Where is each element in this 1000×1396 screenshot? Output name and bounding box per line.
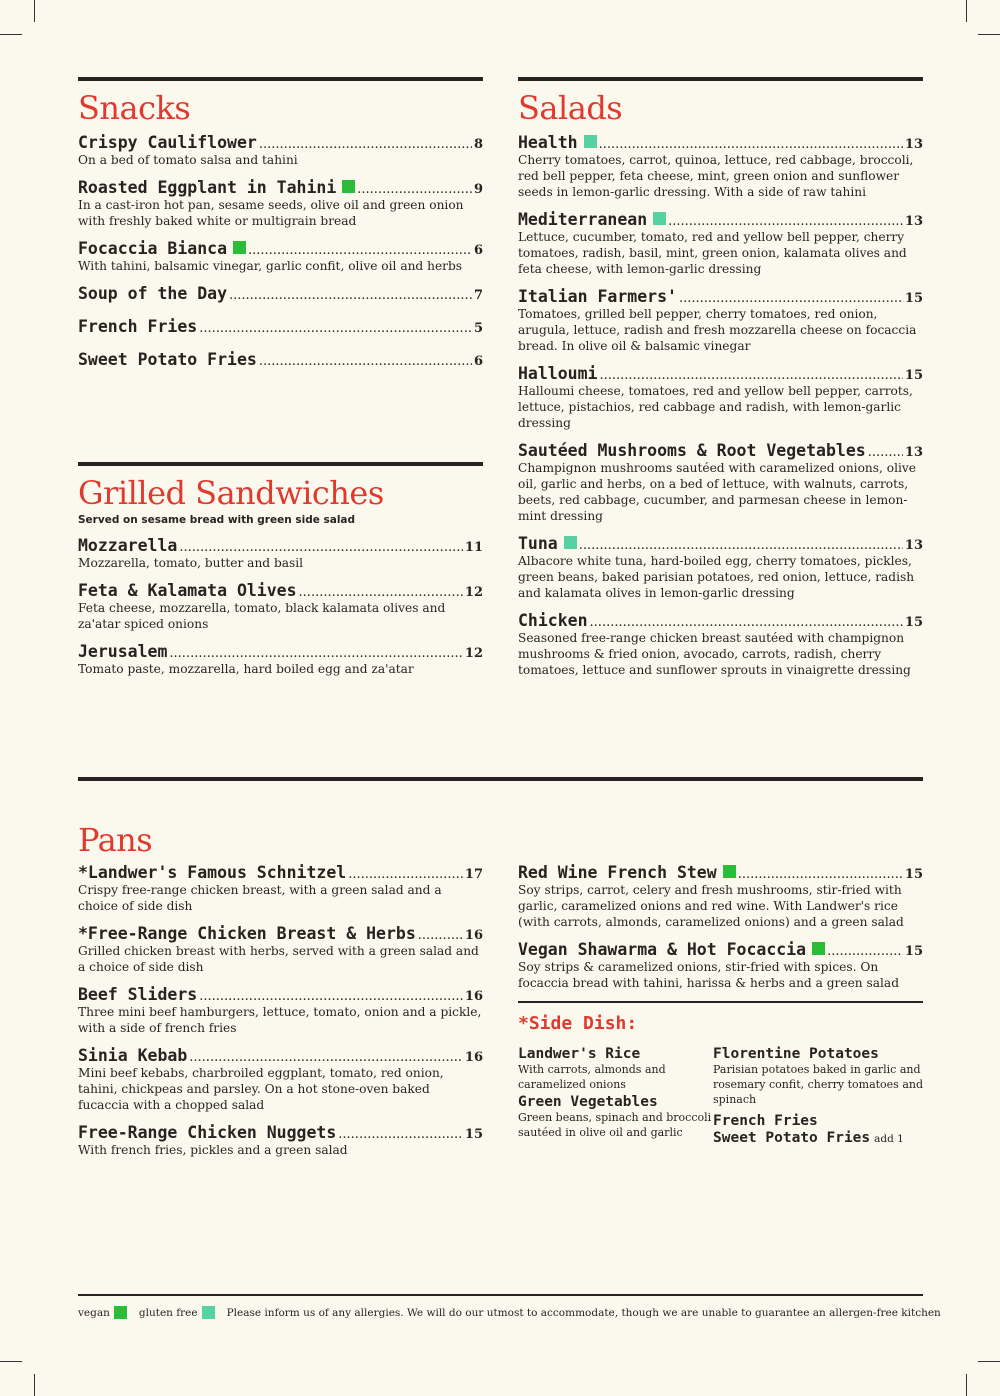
side-dish-item: [713, 1046, 923, 1107]
menu-item-description: Feta cheese, mozzarella, tomato, black kalamata olives and za'atar spiced onions: [78, 601, 446, 631]
crop-mark: [34, 0, 35, 22]
crop-mark: [978, 1361, 1000, 1362]
vegan-square-icon: [233, 241, 246, 254]
menu-item: [78, 317, 483, 336]
sandwiches-section: [78, 462, 483, 687]
menu-item-name: Halloumi: [518, 364, 598, 383]
section-title: Snacks: [78, 89, 191, 127]
menu-item-price: 15: [904, 944, 923, 959]
menu-item-header: [78, 239, 483, 258]
menu-item-description: Cherry tomatoes, carrot, quinoa, lettuce, red cabbage, broccoli, red bell pepper, feta cheese, mint, green onion and sunflower seeds in lemon-garlic dressing. With a side of raw tahini: [518, 153, 914, 199]
snacks-list: [78, 133, 483, 369]
menu-item-price: 15: [464, 1127, 483, 1142]
menu-item: [518, 133, 923, 200]
menu-item-description: Lettuce, cucumber, tomato, red and yellow bell pepper, cherry tomatoes, radish, basil, mint, green onion, kalamata olives and feta cheese, with lemon-garlic dressing: [518, 230, 907, 276]
side-dish-name: Florentine Potatoes: [713, 1046, 879, 1062]
menu-item-description: With french fries, pickles and a green salad: [78, 1143, 348, 1157]
side-dish-desc: Green beans, spinach and broccoli sautéed in olive oil and garlic: [518, 1111, 712, 1139]
crop-mark: [966, 1374, 967, 1396]
menu-item: [78, 863, 483, 914]
menu-item-name: *Landwer's Famous Schnitzel: [78, 863, 347, 882]
dot-leader: [590, 615, 903, 630]
menu-item-name: Red Wine French Stew: [518, 863, 717, 882]
dot-leader: [259, 354, 472, 369]
menu-item-description: Mini beef kebabs, charbroiled eggplant, tomato, red onion, tahini, chickpeas and parsley. On a hot stone-oven baked fucaccia with a chopped salad: [78, 1066, 444, 1112]
dot-leader: [599, 368, 902, 383]
dot-leader: [179, 540, 463, 555]
menu-item-name: Chicken: [518, 611, 588, 630]
menu-item-name: Italian Farmers': [518, 287, 677, 306]
crop-mark: [978, 34, 1000, 35]
menu-item-price: 16: [464, 928, 483, 943]
dot-leader: [738, 867, 903, 882]
side-dish-item: [518, 1046, 713, 1092]
menu-item-price: 15: [904, 867, 923, 882]
snacks-section: [78, 77, 483, 383]
menu-item-header: [78, 1123, 483, 1142]
menu-item-header: [78, 178, 483, 197]
dot-leader: [299, 585, 463, 600]
menu-item: [518, 534, 923, 601]
crop-mark: [34, 1374, 35, 1396]
vegan-legend-label: vegan: [78, 1306, 110, 1319]
menu-item-description: Tomatoes, grilled bell pepper, cherry tomatoes, red onion, arugula, lettuce, radish and fresh mozzarella cheese on focaccia bread. In olive oil & balsamic vinegar: [518, 307, 917, 353]
menu-item-header: [78, 133, 483, 152]
menu-item-name: Roasted Eggplant in Tahini: [78, 178, 337, 197]
menu-item-header: [78, 1046, 483, 1065]
menu-item-name: Sinia Kebab: [78, 1046, 188, 1065]
menu-item-header: [518, 863, 923, 882]
menu-item: [518, 364, 923, 431]
vegan-square-icon: [723, 865, 736, 878]
menu-item: [78, 642, 483, 677]
section-title: Grilled Sandwiches: [78, 474, 384, 512]
menu-item: [518, 611, 923, 678]
menu-item-description: Soy strips, carrot, celery and fresh mushrooms, stir-fried with garlic, caramelized onions and red wine. With Landwer's rice (with carrots, almonds, caramelized onions) and a green salad: [518, 883, 904, 929]
dot-leader: [199, 989, 463, 1004]
menu-item-price: 9: [473, 182, 483, 197]
salads-section: [518, 77, 923, 688]
menu-item-header: [518, 133, 923, 152]
side-dish-right: [713, 1046, 923, 1147]
menu-item-header: [78, 924, 483, 943]
menu-item: [518, 863, 923, 930]
menu-item-description: Champignon mushrooms sautéed with caramelized onions, olive oil, garlic and herbs, on a bed of lettuce, with walnuts, carrots, beets, red cabbage, cucumber, and parmesan cheese in lemon-mint dressing: [518, 461, 916, 523]
menu-item-header: [518, 287, 923, 306]
menu-item-description: Halloumi cheese, tomatoes, red and yellow bell pepper, carrots, lettuce, pistachios, red cabbage and radish, with lemon-garlic dressing: [518, 384, 913, 430]
pans-right-column: [518, 863, 923, 1147]
vegan-square-icon: [342, 180, 355, 193]
menu-item-name: Crispy Cauliflower: [78, 133, 257, 152]
section-rule: [78, 77, 483, 81]
dot-leader: [827, 944, 903, 959]
menu-item-price: 6: [473, 354, 483, 369]
footer-rule: [78, 1294, 923, 1296]
menu-item: [78, 536, 483, 571]
menu-item-price: 7: [473, 288, 483, 303]
menu-item-header: [78, 536, 483, 555]
menu-item-header: [518, 210, 923, 229]
side-dish-name: Sweet Potato Fries: [713, 1130, 871, 1146]
pans-left-list: [78, 863, 483, 1158]
menu-item-price: 6: [473, 243, 483, 258]
menu-item-name: Focaccia Bianca: [78, 239, 228, 258]
menu-item-name: Tuna: [518, 534, 558, 553]
section-rule: [518, 77, 923, 81]
side-dish-name: French Fries: [713, 1113, 818, 1129]
menu-item: [78, 924, 483, 975]
menu-item-name: Mozzarella: [78, 536, 178, 555]
footer-rule-wrap: [78, 1294, 923, 1296]
pans-section: [78, 777, 923, 865]
menu-item-price: 5: [473, 321, 483, 336]
crop-mark: [966, 0, 967, 22]
section-note: Served on sesame bread with green side salad: [78, 514, 356, 526]
dot-leader: [189, 1050, 463, 1065]
dot-leader: [679, 291, 903, 306]
section-title: Pans: [78, 821, 153, 859]
crop-mark: [0, 1361, 22, 1362]
menu-item-name: French Fries: [78, 317, 198, 336]
menu-item-header: [518, 611, 923, 630]
side-dish-name: Landwer's Rice: [518, 1046, 641, 1062]
menu-item-header: [78, 581, 483, 600]
menu-item-price: 13: [904, 445, 923, 460]
section-title: Salads: [518, 89, 623, 127]
side-dish-desc: With carrots, almonds and caramelized onions: [518, 1063, 666, 1091]
menu-item-header: [518, 441, 923, 460]
menu-item: [78, 133, 483, 168]
menu-item-description: With tahini, balsamic vinegar, garlic confit, olive oil and herbs: [78, 259, 463, 273]
menu-item: [78, 178, 483, 229]
section-rule: [78, 462, 483, 466]
side-dish-title: *Side Dish:: [518, 1013, 638, 1034]
menu-item-header: [518, 940, 923, 959]
menu-item-description: Tomato paste, mozzarella, hard boiled egg and za'atar: [78, 662, 414, 676]
sandwiches-list: [78, 536, 483, 677]
dot-leader: [348, 867, 463, 882]
menu-item-price: 12: [464, 585, 483, 600]
dot-leader: [259, 137, 472, 152]
pans-left-column: [78, 863, 483, 1168]
menu-item-price: 12: [464, 646, 483, 661]
dot-leader: [418, 928, 463, 943]
menu-item-description: Albacore white tuna, hard-boiled egg, cherry tomatoes, pickles, green beans, baked parisian potatoes, red onion, lettuce, radish and kalamata olives in lemon-garlic dressing: [518, 554, 915, 600]
dot-leader: [169, 646, 463, 661]
menu-item-header: [78, 642, 483, 661]
side-dish-grid: [518, 1046, 923, 1147]
menu-item-name: Free-Range Chicken Nuggets: [78, 1123, 337, 1142]
menu-item-name: Mediterranean: [518, 210, 648, 229]
menu-item: [78, 239, 483, 274]
menu-item: [78, 350, 483, 369]
menu-item-name: Beef Sliders: [78, 985, 198, 1004]
menu-item-price: 8: [473, 137, 483, 152]
dot-leader: [248, 243, 472, 258]
crop-mark: [0, 34, 22, 35]
gluten-free-square-icon: [564, 536, 577, 549]
menu-item-description: In a cast-iron hot pan, sesame seeds, olive oil and green onion with freshly baked white or multigrain bread: [78, 198, 464, 228]
menu-item-name: Sautéed Mushrooms & Root Vegetables: [518, 441, 866, 460]
gluten-free-square-icon: [584, 135, 597, 148]
salads-list: [518, 133, 923, 678]
dot-leader: [668, 214, 903, 229]
menu-item-price: 13: [904, 137, 923, 152]
menu-item-price: 15: [904, 368, 923, 383]
menu-item: [518, 940, 923, 991]
menu-item-name: Vegan Shawarma & Hot Focaccia: [518, 940, 807, 959]
dot-leader: [599, 137, 903, 152]
vegan-square-icon: [812, 942, 825, 955]
menu-item-description: Three mini beef hamburgers, lettuce, tomato, onion and a pickle, with a side of french fries: [78, 1005, 482, 1035]
menu-item-price: 17: [464, 867, 483, 882]
gluten-free-square-icon: [202, 1306, 215, 1319]
menu-item-price: 15: [904, 291, 923, 306]
menu-item-header: [518, 364, 923, 383]
footer: [78, 1306, 941, 1319]
menu-item-description: Soy strips & caramelized onions, stir-fried with spices. On focaccia bread with tahini, harissa & herbs and a green salad: [518, 960, 899, 990]
side-dish-rule: [518, 1001, 923, 1003]
side-dish-item: [518, 1094, 713, 1140]
menu-item-price: 16: [464, 1050, 483, 1065]
menu-item-header: [78, 985, 483, 1004]
vegan-square-icon: [114, 1306, 127, 1319]
dot-leader: [357, 182, 472, 197]
menu-item-header: [518, 534, 923, 553]
menu-item-header: [78, 863, 483, 882]
menu-item-description: Crispy free-range chicken breast, with a green salad and a choice of side dish: [78, 883, 442, 913]
menu-item-name: *Free-Range Chicken Breast & Herbs: [78, 924, 416, 943]
menu-item-header: [78, 350, 483, 369]
side-dish-desc: Parisian potatoes baked in garlic and rosemary confit, cherry tomatoes and spinach: [713, 1063, 924, 1106]
menu-item: [78, 1123, 483, 1158]
menu-item-price: 11: [464, 540, 483, 555]
menu-item-name: Feta & Kalamata Olives: [78, 581, 297, 600]
menu-item-description: On a bed of tomato salsa and tahini: [78, 153, 298, 167]
menu-item-price: 15: [904, 615, 923, 630]
menu-item-description: Mozzarella, tomato, butter and basil: [78, 556, 304, 570]
menu-item: [78, 985, 483, 1036]
section-rule: [78, 777, 923, 781]
menu-item: [518, 441, 923, 524]
dot-leader: [199, 321, 472, 336]
menu-item-name: Sweet Potato Fries: [78, 350, 257, 369]
menu-item-price: 13: [904, 214, 923, 229]
side-dish-left: [518, 1046, 713, 1147]
menu-item-description: Grilled chicken breast with herbs, served with a green salad and a choice of side dish: [78, 944, 479, 974]
menu-item: [518, 210, 923, 277]
gluten-free-square-icon: [653, 212, 666, 225]
menu-item: [78, 284, 483, 303]
menu-item-header: [78, 284, 483, 303]
menu-item-header: [78, 317, 483, 336]
side-dish-addon-note: add 1: [874, 1133, 904, 1145]
menu-item-name: Jerusalem: [78, 642, 168, 661]
menu-item-name: Health: [518, 133, 578, 152]
menu-item-name: Soup of the Day: [78, 284, 228, 303]
side-dish-name: Green Vegetables: [518, 1094, 658, 1110]
dot-leader: [338, 1127, 463, 1142]
dot-leader: [229, 288, 472, 303]
menu-item: [78, 581, 483, 632]
menu-item-description: Seasoned free-range chicken breast sautéed with champignon mushrooms & fried onion, avocado, carrots, radish, cherry tomatoes, lettuce and sunflower sprouts in vinaigrette dressing: [518, 631, 911, 677]
pans-right-list: [518, 863, 923, 991]
dot-leader: [579, 538, 903, 553]
gluten-free-legend-label: gluten free: [138, 1306, 198, 1319]
allergy-note: Please inform us of any allergies. We will do our utmost to accommodate, though we are unable to guarantee an allergen-free kitchen: [226, 1306, 941, 1319]
menu-item-price: 13: [904, 538, 923, 553]
menu-item: [78, 1046, 483, 1113]
dot-leader: [868, 445, 903, 460]
menu-item-price: 16: [464, 989, 483, 1004]
menu-item: [518, 287, 923, 354]
